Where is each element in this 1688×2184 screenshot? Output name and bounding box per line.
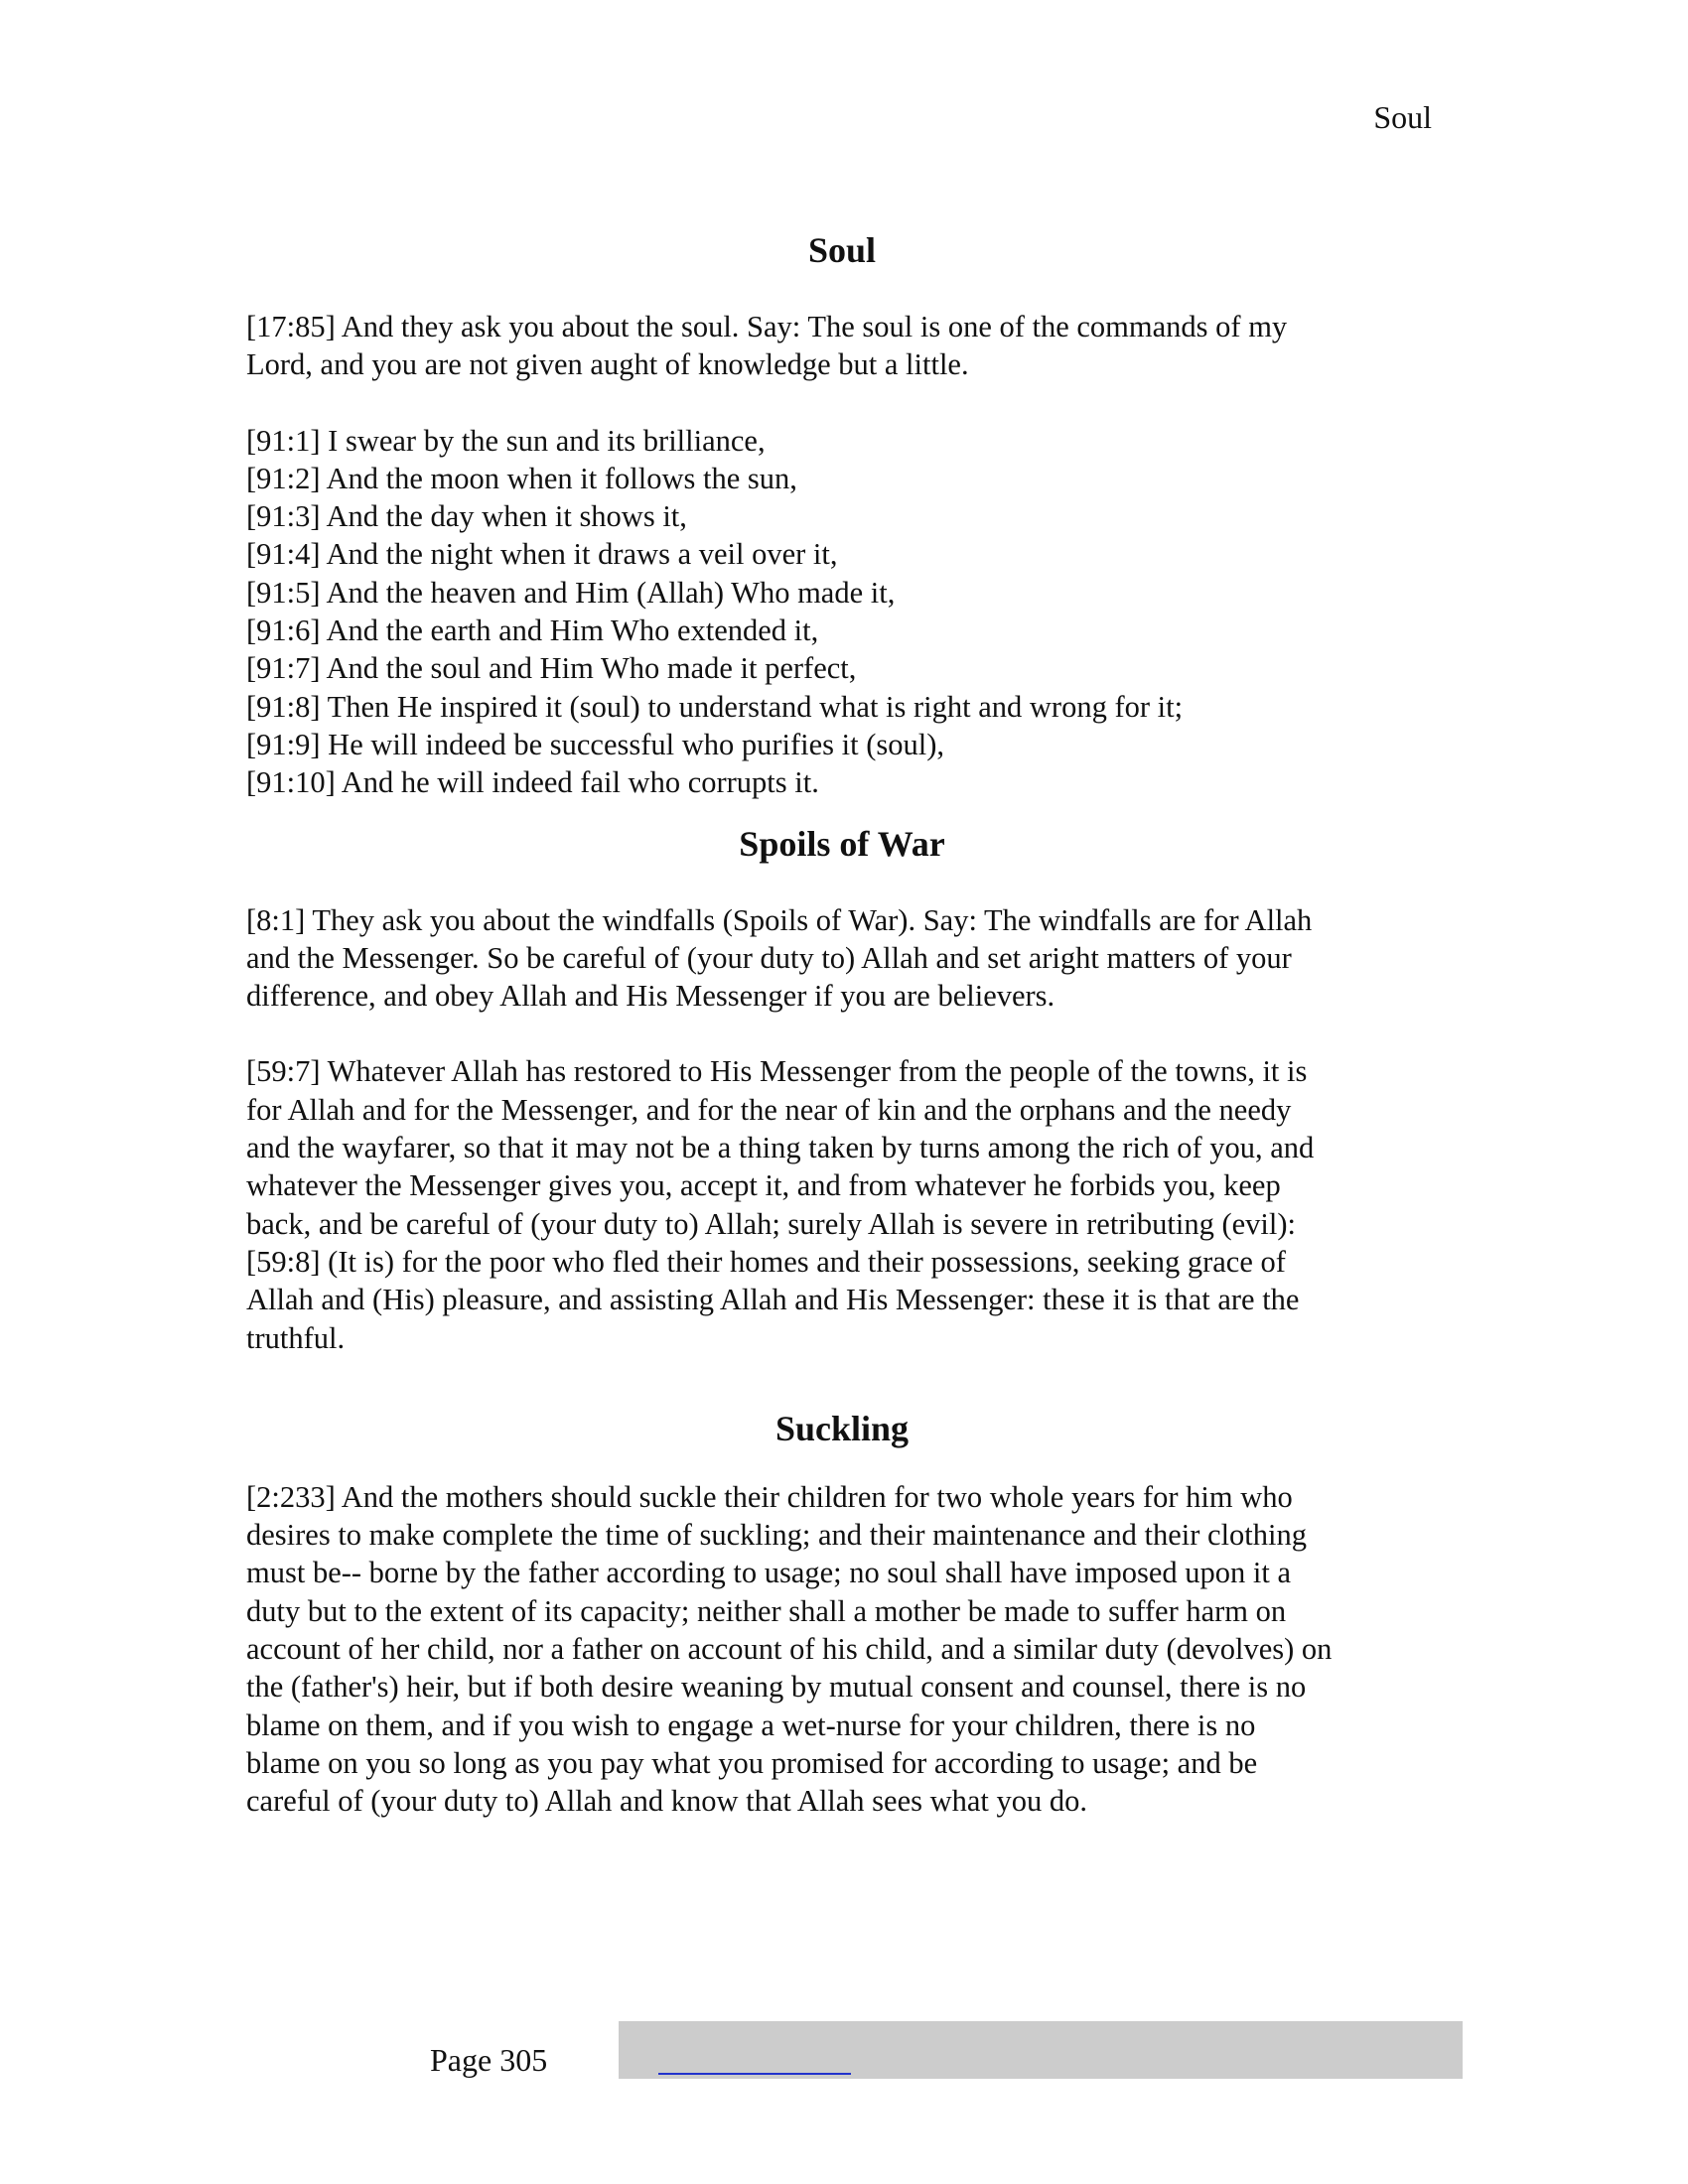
paragraph-8-1: [8:1] They ask you about the windfalls (Spoils of War). Say: The windfalls are for Allah and the Messenger. So be careful of (your duty to) Allah and set aright matters of your difference, and obey Allah and His Messenger if you are believers. bbox=[246, 902, 1313, 1014]
paragraph-17-85: [17:85] And they ask you about the soul. Say: The soul is one of the commands of my Lord, and you are not given aught of knowledge but a little. bbox=[246, 310, 1288, 382]
verse-line: [91:9] He will indeed be successful who purifies it (soul), bbox=[246, 727, 945, 761]
verse-line: [91:3] And the day when it shows it, bbox=[246, 499, 687, 534]
verse-line: [91:2] And the moon when it follows the sun, bbox=[246, 461, 797, 495]
verse-line: [91:5] And the heaven and Him (Allah) Who made it, bbox=[246, 575, 896, 610]
footer-bar bbox=[619, 2021, 1463, 2079]
verse-line: [91:8] Then He inspired it (soul) to understand what is right and wrong for it; bbox=[246, 689, 1184, 724]
verse-line: [91:4] And the night when it draws a veil over it, bbox=[246, 537, 838, 572]
verse-list-91 bbox=[246, 422, 1438, 802]
footer-link[interactable] bbox=[658, 2073, 851, 2075]
page-number: Page 305 bbox=[430, 2042, 548, 2078]
section-heading-spoils-of-war: Spoils of War bbox=[739, 823, 945, 864]
paragraph-2-233: [2:233] And the mothers should suckle their children for two whole years for him who desires to make complete the time of suckling; and their maintenance and their clothing must be-- borne by the father according to usage; no soul shall have imposed upon it a duty but to the extent of its capacity; neither shall a mother be made to suffer harm on account of her child, nor a father on account of his child, and a similar duty (devolves) on the (father's) heir, but if both desire weaning by mutual consent and counsel, there is no blame on them, and if you wish to engage a wet-nurse for your children, there is no blame on you so long as you pay what you promised for according to usage; and be careful of (your duty to) Allah and know that Allah sees what you do. bbox=[246, 1479, 1333, 1819]
running-header: Soul bbox=[1373, 99, 1432, 135]
verse-line: [91:7] And the soul and Him Who made it perfect, bbox=[246, 651, 857, 686]
paragraph-59-7: [59:7] Whatever Allah has restored to His Messenger from the people of the towns, it is for Allah and for the Messenger, and for the near of kin and the orphans and the needy and the wayfarer, so that it may not be a thing taken by turns among the rich of you, and whatever the Messenger gives you, accept it, and from whatever he forbids you, keep back, and be careful of (your duty to) Allah; surely Allah is severe in retributing (evil): [59:8] (It is) for the poor who fled their homes and their possessions, seeking grace of Allah and (His) pleasure, and assisting Allah and His Messenger: these it is that are the truthful. bbox=[246, 1054, 1315, 1355]
verse-line: [91:1] I swear by the sun and its brilliance, bbox=[246, 423, 766, 458]
section-heading-suckling: Suckling bbox=[774, 1408, 910, 1448]
verse-line: [91:6] And the earth and Him Who extended it, bbox=[246, 614, 819, 648]
verse-line: [91:10] And he will indeed fail who corrupts it. bbox=[246, 765, 819, 800]
section-heading-soul: Soul bbox=[807, 230, 877, 270]
page-content bbox=[246, 228, 1438, 1821]
